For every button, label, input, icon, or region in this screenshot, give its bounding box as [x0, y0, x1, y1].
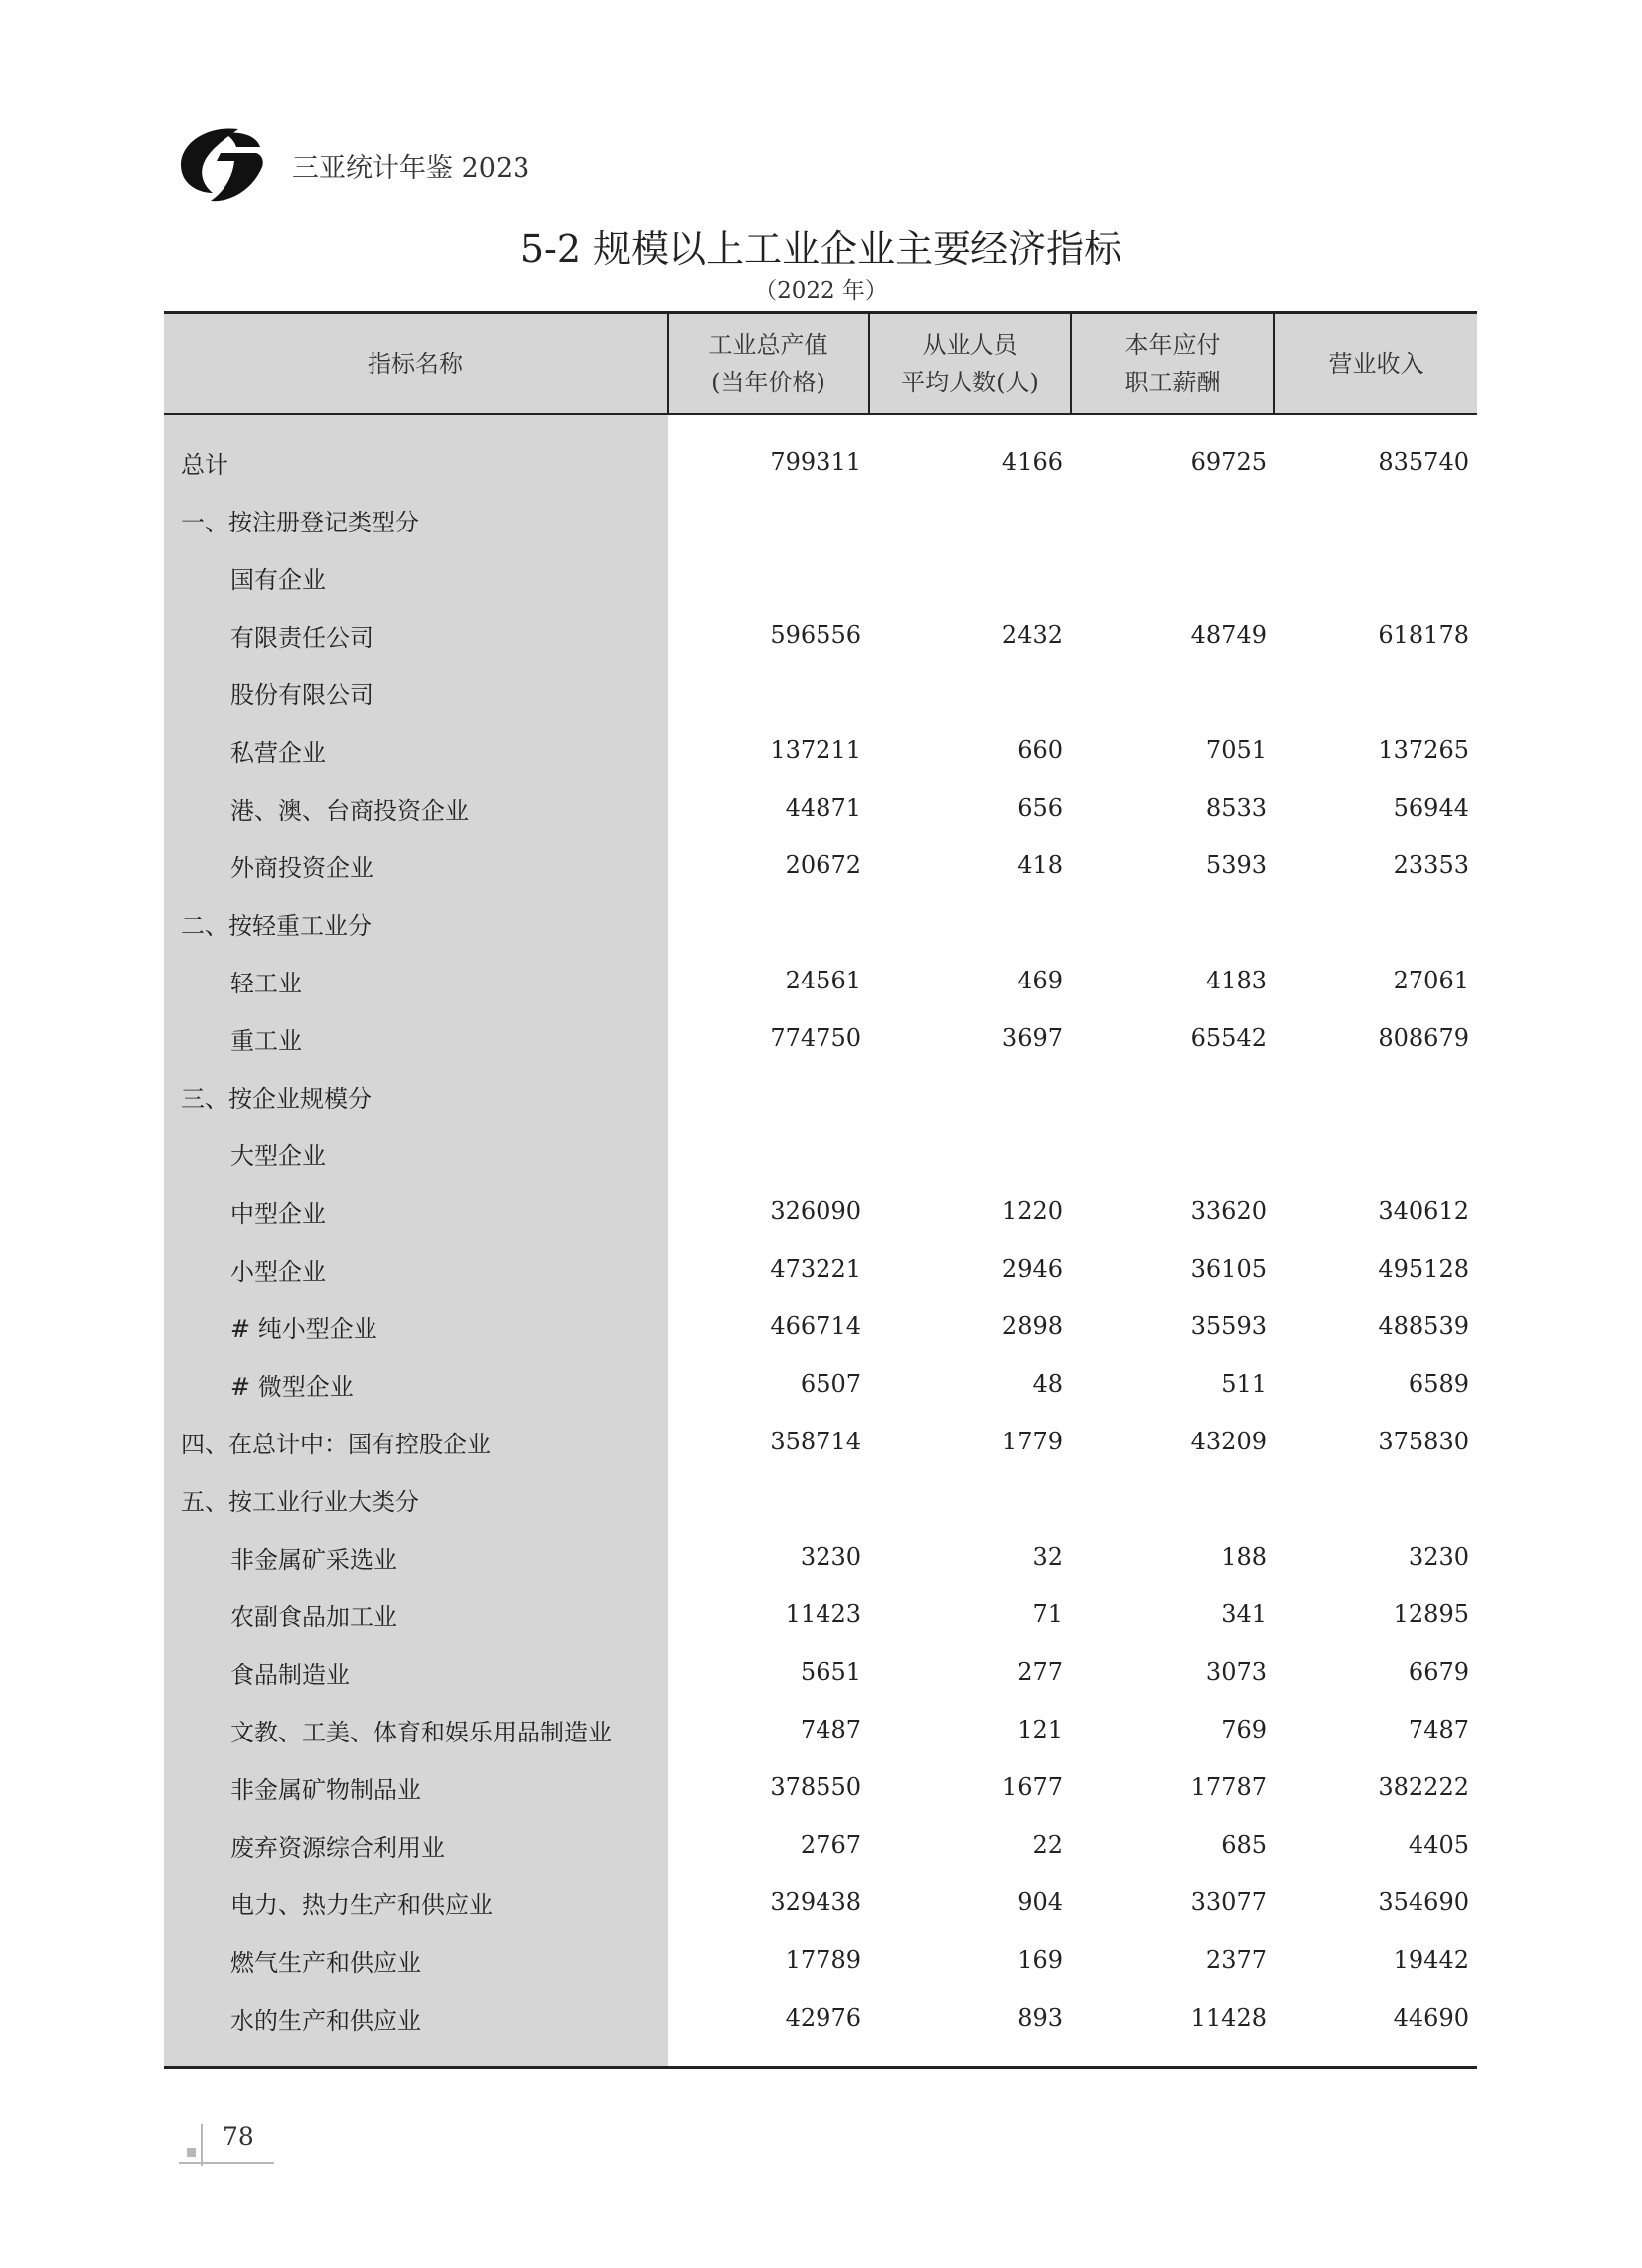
value-cell: 685	[1221, 1831, 1267, 1859]
value-cell: 656	[1017, 794, 1063, 822]
table-row	[164, 779, 1477, 836]
value-cell: 17787	[1190, 1773, 1267, 1801]
indicator-name-cell: 港、澳、台商投资企业	[164, 779, 668, 836]
table-row	[164, 1989, 1477, 2046]
value-cell: 329438	[770, 1889, 861, 1916]
value-cell: 48	[1032, 1370, 1063, 1398]
table-header-row	[164, 313, 1477, 415]
value-cell: 7487	[800, 1716, 861, 1743]
table-row	[164, 1701, 1477, 1758]
value-cell	[1071, 1125, 1274, 1182]
value-cell: 808679	[1378, 1024, 1469, 1052]
value-cell	[1071, 414, 1274, 433]
table-row	[164, 1067, 1477, 1125]
value-cell: 511	[1221, 1370, 1267, 1398]
value-cell	[869, 894, 1071, 952]
table-row	[164, 1931, 1477, 1989]
value-cell	[1071, 491, 1274, 548]
table-row	[164, 1240, 1477, 1297]
value-cell: 22	[1032, 1831, 1063, 1859]
value-cell: 382222	[1378, 1773, 1469, 1801]
table-row	[164, 1470, 1477, 1528]
value-cell	[1071, 894, 1274, 952]
value-cell: 5651	[800, 1658, 861, 1686]
value-cell: 2898	[1001, 1312, 1063, 1340]
value-cell: 469	[1017, 967, 1063, 994]
value-cell	[869, 414, 1071, 433]
value-cell: 3230	[800, 1543, 861, 1571]
value-cell: 24561	[785, 967, 861, 994]
value-cell	[1071, 664, 1274, 721]
value-cell	[668, 1067, 869, 1125]
value-cell: 48749	[1190, 621, 1267, 649]
indicator-name-cell: 废弃资源综合利用业	[164, 1816, 668, 1874]
value-cell: 340612	[1378, 1197, 1469, 1225]
value-cell: 44690	[1393, 2004, 1469, 2032]
value-cell	[1274, 414, 1477, 433]
value-cell: 2946	[1001, 1255, 1063, 1283]
table-row	[164, 1586, 1477, 1643]
value-cell: 65542	[1190, 1024, 1267, 1052]
value-cell: 8533	[1205, 794, 1267, 822]
value-cell: 495128	[1378, 1255, 1469, 1283]
table-row	[164, 1643, 1477, 1701]
value-cell: 596556	[770, 621, 861, 649]
value-cell: 418	[1017, 851, 1063, 879]
value-cell	[668, 664, 869, 721]
value-cell: 893	[1017, 2004, 1063, 2032]
table-row	[164, 548, 1477, 606]
page-footer	[177, 2114, 296, 2174]
table-row	[164, 1816, 1477, 1874]
value-cell: 618178	[1378, 621, 1469, 649]
value-cell: 473221	[770, 1255, 861, 1283]
value-cell: 4166	[1001, 448, 1063, 476]
value-cell	[869, 664, 1071, 721]
value-cell	[668, 491, 869, 548]
table-spacer-row	[164, 414, 1477, 433]
value-cell	[1274, 1125, 1477, 1182]
book-title: 三亚统计年鉴 2023	[292, 153, 530, 184]
value-cell	[1274, 894, 1477, 952]
value-cell	[668, 548, 869, 606]
indicator-name-cell: 文教、工美、体育和娱乐用品制造业	[164, 1701, 668, 1758]
column-header-payroll: 本年应付 职工薪酬	[1071, 313, 1274, 415]
table-subtitle: （2022 年）	[754, 278, 888, 304]
table-row	[164, 894, 1477, 952]
indicator-name-cell: 股份有限公司	[164, 664, 668, 721]
table-spacer-row	[164, 2046, 1477, 2068]
table-row	[164, 1355, 1477, 1413]
value-cell	[1274, 664, 1477, 721]
value-cell: 1677	[1001, 1773, 1063, 1801]
value-cell: 774750	[770, 1024, 861, 1052]
footer-vertical-rule	[201, 2124, 203, 2166]
table-body	[164, 414, 1477, 2068]
value-cell: 375830	[1378, 1428, 1469, 1455]
table-row	[164, 836, 1477, 894]
indicator-name-cell: 四、在总计中：国有控股企业	[164, 1413, 668, 1470]
value-cell: 7051	[1205, 736, 1267, 764]
value-cell: 12895	[1393, 1600, 1469, 1628]
value-cell: 121	[1017, 1716, 1063, 1743]
value-cell	[869, 548, 1071, 606]
indicator-name-cell: 重工业	[164, 1009, 668, 1067]
value-cell: 5393	[1205, 851, 1267, 879]
column-header-output-value: 工业总产值 (当年价格)	[668, 313, 869, 415]
value-cell	[1274, 1470, 1477, 1528]
table-row	[164, 952, 1477, 1009]
indicator-name-cell: 非金属矿采选业	[164, 1528, 668, 1586]
value-cell: 4405	[1408, 1831, 1469, 1859]
footer-square-mark	[187, 2148, 196, 2157]
table-row	[164, 1758, 1477, 1816]
value-cell: 3697	[1001, 1024, 1063, 1052]
indicator-name-cell: 食品制造业	[164, 1643, 668, 1701]
indicator-name-cell: 外商投资企业	[164, 836, 668, 894]
value-cell: 188	[1221, 1543, 1267, 1571]
value-cell: 2767	[800, 1831, 861, 1859]
value-cell: 3073	[1205, 1658, 1267, 1686]
indicator-name-cell: 水的生产和供应业	[164, 1989, 668, 2046]
value-cell: 43209	[1190, 1428, 1267, 1455]
indicator-name-cell: 小型企业	[164, 1240, 668, 1297]
indicator-name-cell: 电力、热力生产和供应业	[164, 1874, 668, 1931]
value-cell: 19442	[1393, 1946, 1469, 1974]
value-cell	[1274, 2046, 1477, 2068]
indicator-name-cell: 二、按轻重工业分	[164, 894, 668, 952]
value-cell: 378550	[770, 1773, 861, 1801]
value-cell: 137211	[770, 736, 861, 764]
value-cell	[1071, 1470, 1274, 1528]
column-header-revenue: 营业收入	[1274, 313, 1477, 415]
value-cell: 1220	[1001, 1197, 1063, 1225]
value-cell: 2432	[1001, 621, 1063, 649]
value-cell	[1071, 2046, 1274, 2068]
table-row	[164, 721, 1477, 779]
value-cell: 488539	[1378, 1312, 1469, 1340]
value-cell: 7487	[1408, 1716, 1469, 1743]
value-cell	[668, 1125, 869, 1182]
value-cell	[668, 414, 869, 433]
indicator-name-cell: 中型企业	[164, 1182, 668, 1240]
value-cell: 36105	[1190, 1255, 1267, 1283]
column-header-indicator-name: 指标名称	[164, 313, 668, 415]
value-cell: 23353	[1393, 851, 1469, 879]
value-cell: 466714	[770, 1312, 861, 1340]
value-cell: 20672	[785, 851, 861, 879]
indicator-name-cell: 五、按工业行业大类分	[164, 1470, 668, 1528]
value-cell	[668, 2046, 869, 2068]
value-cell: 354690	[1378, 1889, 1469, 1916]
table-row	[164, 1297, 1477, 1355]
table-row	[164, 1874, 1477, 1931]
table-row	[164, 1125, 1477, 1182]
value-cell	[668, 1470, 869, 1528]
table-row	[164, 1528, 1477, 1586]
value-cell: 769	[1221, 1716, 1267, 1743]
table-row	[164, 491, 1477, 548]
value-cell: 341	[1221, 1600, 1267, 1628]
value-cell: 33620	[1190, 1197, 1267, 1225]
value-cell: 56944	[1393, 794, 1469, 822]
value-cell: 137265	[1378, 736, 1469, 764]
indicator-name-cell: 三、按企业规模分	[164, 1067, 668, 1125]
indicator-name-cell	[164, 2046, 668, 2068]
indicator-name-cell: 燃气生产和供应业	[164, 1931, 668, 1989]
table-row	[164, 1182, 1477, 1240]
indicator-name-cell: 轻工业	[164, 952, 668, 1009]
indicator-name-cell: 国有企业	[164, 548, 668, 606]
value-cell: 27061	[1393, 967, 1469, 994]
value-cell: 169	[1017, 1946, 1063, 1974]
indicator-name-cell: # 微型企业	[164, 1355, 668, 1413]
value-cell: 33077	[1190, 1889, 1267, 1916]
value-cell: 69725	[1190, 448, 1267, 476]
indicator-name-cell: # 纯小型企业	[164, 1297, 668, 1355]
table-row	[164, 433, 1477, 491]
value-cell: 42976	[785, 2004, 861, 2032]
value-cell	[1071, 548, 1274, 606]
table-row	[164, 1009, 1477, 1067]
value-cell: 11428	[1190, 2004, 1267, 2032]
economic-indicators-table	[164, 311, 1477, 2069]
indicator-name-cell	[164, 414, 668, 433]
table-row	[164, 606, 1477, 664]
value-cell: 35593	[1190, 1312, 1267, 1340]
column-header-employees: 从业人员 平均人数(人)	[869, 313, 1071, 415]
indicator-name-cell: 非金属矿物制品业	[164, 1758, 668, 1816]
value-cell: 326090	[770, 1197, 861, 1225]
yearbook-logo-icon	[177, 121, 266, 205]
value-cell	[869, 1470, 1071, 1528]
indicator-name-cell: 有限责任公司	[164, 606, 668, 664]
value-cell: 904	[1017, 1889, 1063, 1916]
indicator-name-cell: 私营企业	[164, 721, 668, 779]
value-cell: 6507	[800, 1370, 861, 1398]
value-cell: 32	[1032, 1543, 1063, 1571]
value-cell	[869, 2046, 1071, 2068]
indicator-name-cell: 农副食品加工业	[164, 1586, 668, 1643]
value-cell	[1274, 1067, 1477, 1125]
value-cell	[1274, 491, 1477, 548]
value-cell: 6679	[1408, 1658, 1469, 1686]
indicator-name-cell: 总计	[164, 433, 668, 491]
value-cell: 17789	[785, 1946, 861, 1974]
value-cell: 1779	[1001, 1428, 1063, 1455]
footer-horizontal-rule	[179, 2162, 274, 2164]
value-cell: 277	[1017, 1658, 1063, 1686]
value-cell	[1071, 1067, 1274, 1125]
indicator-name-cell: 大型企业	[164, 1125, 668, 1182]
value-cell	[1274, 548, 1477, 606]
table-row	[164, 1413, 1477, 1470]
value-cell: 71	[1032, 1600, 1063, 1628]
value-cell: 4183	[1205, 967, 1267, 994]
table-title: 5-2 规模以上工业企业主要经济指标	[520, 227, 1122, 271]
value-cell: 6589	[1408, 1370, 1469, 1398]
value-cell	[869, 491, 1071, 548]
value-cell: 11423	[785, 1600, 861, 1628]
value-cell	[869, 1067, 1071, 1125]
page-number: 78	[223, 2122, 254, 2151]
indicator-name-cell: 一、按注册登记类型分	[164, 491, 668, 548]
value-cell: 835740	[1378, 448, 1469, 476]
value-cell	[869, 1125, 1071, 1182]
value-cell: 2377	[1205, 1946, 1267, 1974]
value-cell: 660	[1017, 736, 1063, 764]
value-cell: 44871	[785, 794, 861, 822]
value-cell: 358714	[770, 1428, 861, 1455]
value-cell: 799311	[770, 448, 861, 476]
table-row	[164, 664, 1477, 721]
page-header	[177, 121, 773, 201]
value-cell: 3230	[1408, 1543, 1469, 1571]
value-cell	[668, 894, 869, 952]
